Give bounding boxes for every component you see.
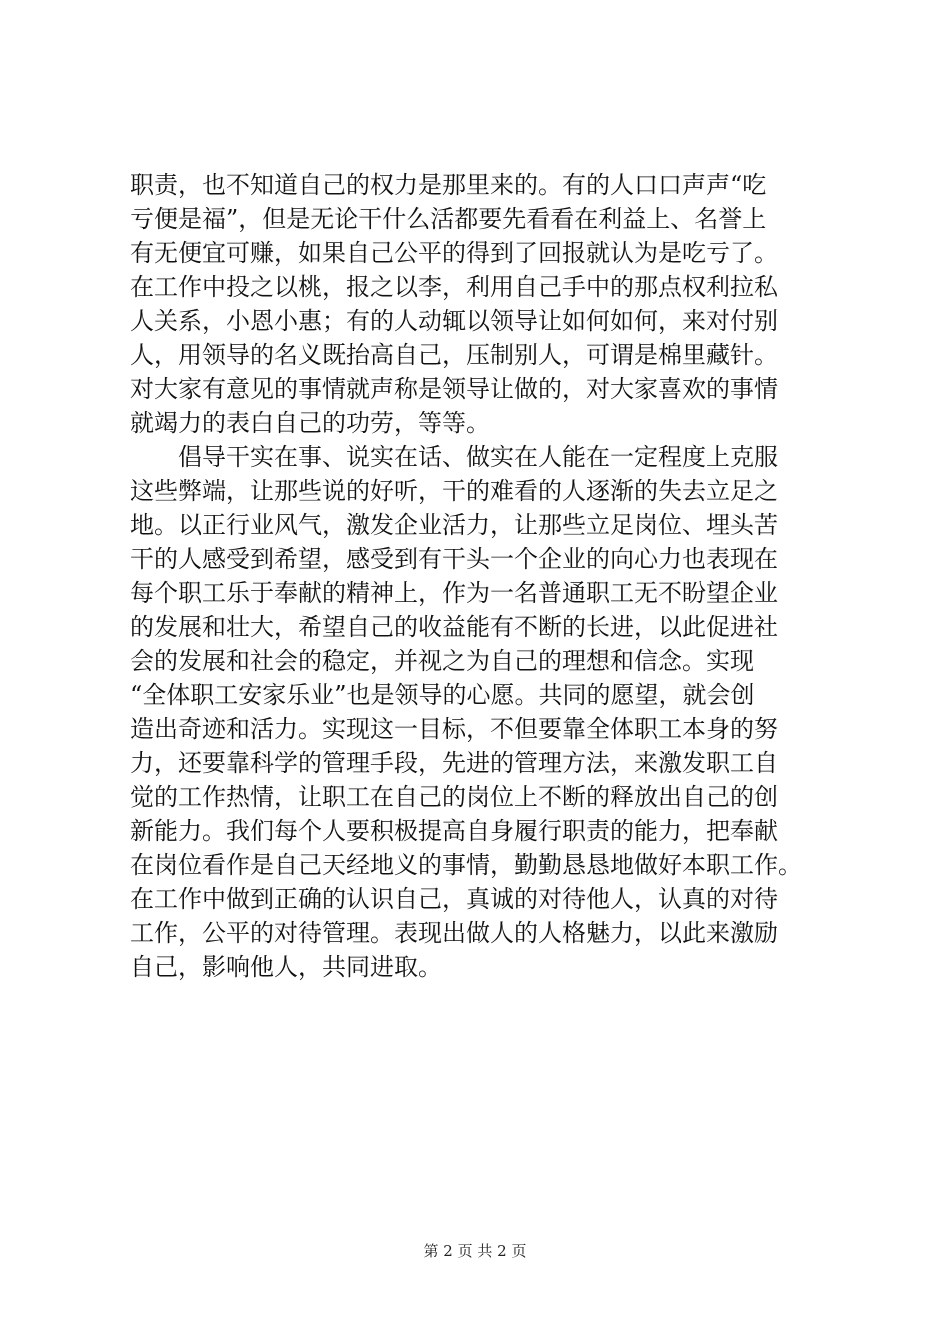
paragraph-line: 人，用领导的名义既抬高自己，压制别人，可谓是棉里藏针。 (130, 341, 778, 369)
paragraph-1 (130, 168, 840, 440)
paragraph-line: 造出奇迹和活力。实现这一目标，不但要靠全体职工本身的努 (130, 715, 778, 743)
paragraph-line: 每个职工乐于奉献的精神上，作为一名普通职工无不盼望企业 (130, 579, 778, 607)
paragraph-line: 新能力。我们每个人要积极提高自身履行职责的能力，把奉献 (130, 817, 778, 845)
paragraph-line: 工作，公平的对待管理。表现出做人的人格魅力，以此来激励 (130, 919, 778, 947)
document-body (130, 168, 840, 984)
page-footer (0, 1240, 950, 1261)
paragraph-line: 的发展和壮大，希望自己的收益能有不断的长进，以此促进社 (130, 613, 778, 641)
paragraph-line: 人关系，小恩小惠；有的人动辄以领导让如何如何，来对付别 (130, 307, 778, 335)
paragraph-line: 在工作中做到正确的认识自己，真诚的对待他人，认真的对待 (130, 885, 778, 913)
paragraph-line: 在岗位看作是自己天经地义的事情，勤勤恳恳地做好本职工作。 (130, 851, 802, 879)
page-number-label: 第 2 页 共 2 页 (423, 1242, 527, 1260)
paragraph-line: 对大家有意见的事情就声称是领导让做的，对大家喜欢的事情 (130, 375, 778, 403)
paragraph-line: 觉的工作热情，让职工在自己的岗位上不断的释放出自己的创 (130, 783, 778, 811)
paragraph-first-line: 倡导干实在事、说实在话、做实在人能在一定程度上克服 (178, 443, 778, 471)
paragraph-line: 干的人感受到希望，感受到有干头一个企业的向心力也表现在 (130, 545, 778, 573)
paragraph-line: 亏便是福”，但是无论干什么活都要先看看在利益上、名誉上 (130, 205, 767, 233)
paragraph-line: 力，还要靠科学的管理手段，先进的管理方法，来激发职工自 (130, 749, 778, 777)
paragraph-line: 在工作中投之以桃，报之以李，利用自己手中的那点权利拉私 (130, 273, 778, 301)
paragraph-line: 有无便宜可赚，如果自己公平的得到了回报就认为是吃亏了。 (130, 239, 778, 267)
paragraph-line: “全体职工安家乐业”也是领导的心愿。共同的愿望，就会创 (130, 681, 755, 709)
paragraph-2 (130, 440, 840, 984)
paragraph-line: 就竭力的表白自己的功劳，等等。 (130, 409, 490, 437)
paragraph-line: 这些弊端，让那些说的好听，干的难看的人逐渐的失去立足之 (130, 477, 778, 505)
paragraph-line: 会的发展和社会的稳定，并视之为自己的理想和信念。实现 (130, 647, 754, 675)
paragraph-line: 地。以正行业风气，激发企业活力，让那些立足岗位、埋头苦 (130, 511, 778, 539)
paragraph-line: 自己，影响他人，共同进取。 (130, 953, 442, 981)
paragraph-line: 职责，也不知道自己的权力是那里来的。有的人口口声声“吃 (130, 171, 767, 199)
